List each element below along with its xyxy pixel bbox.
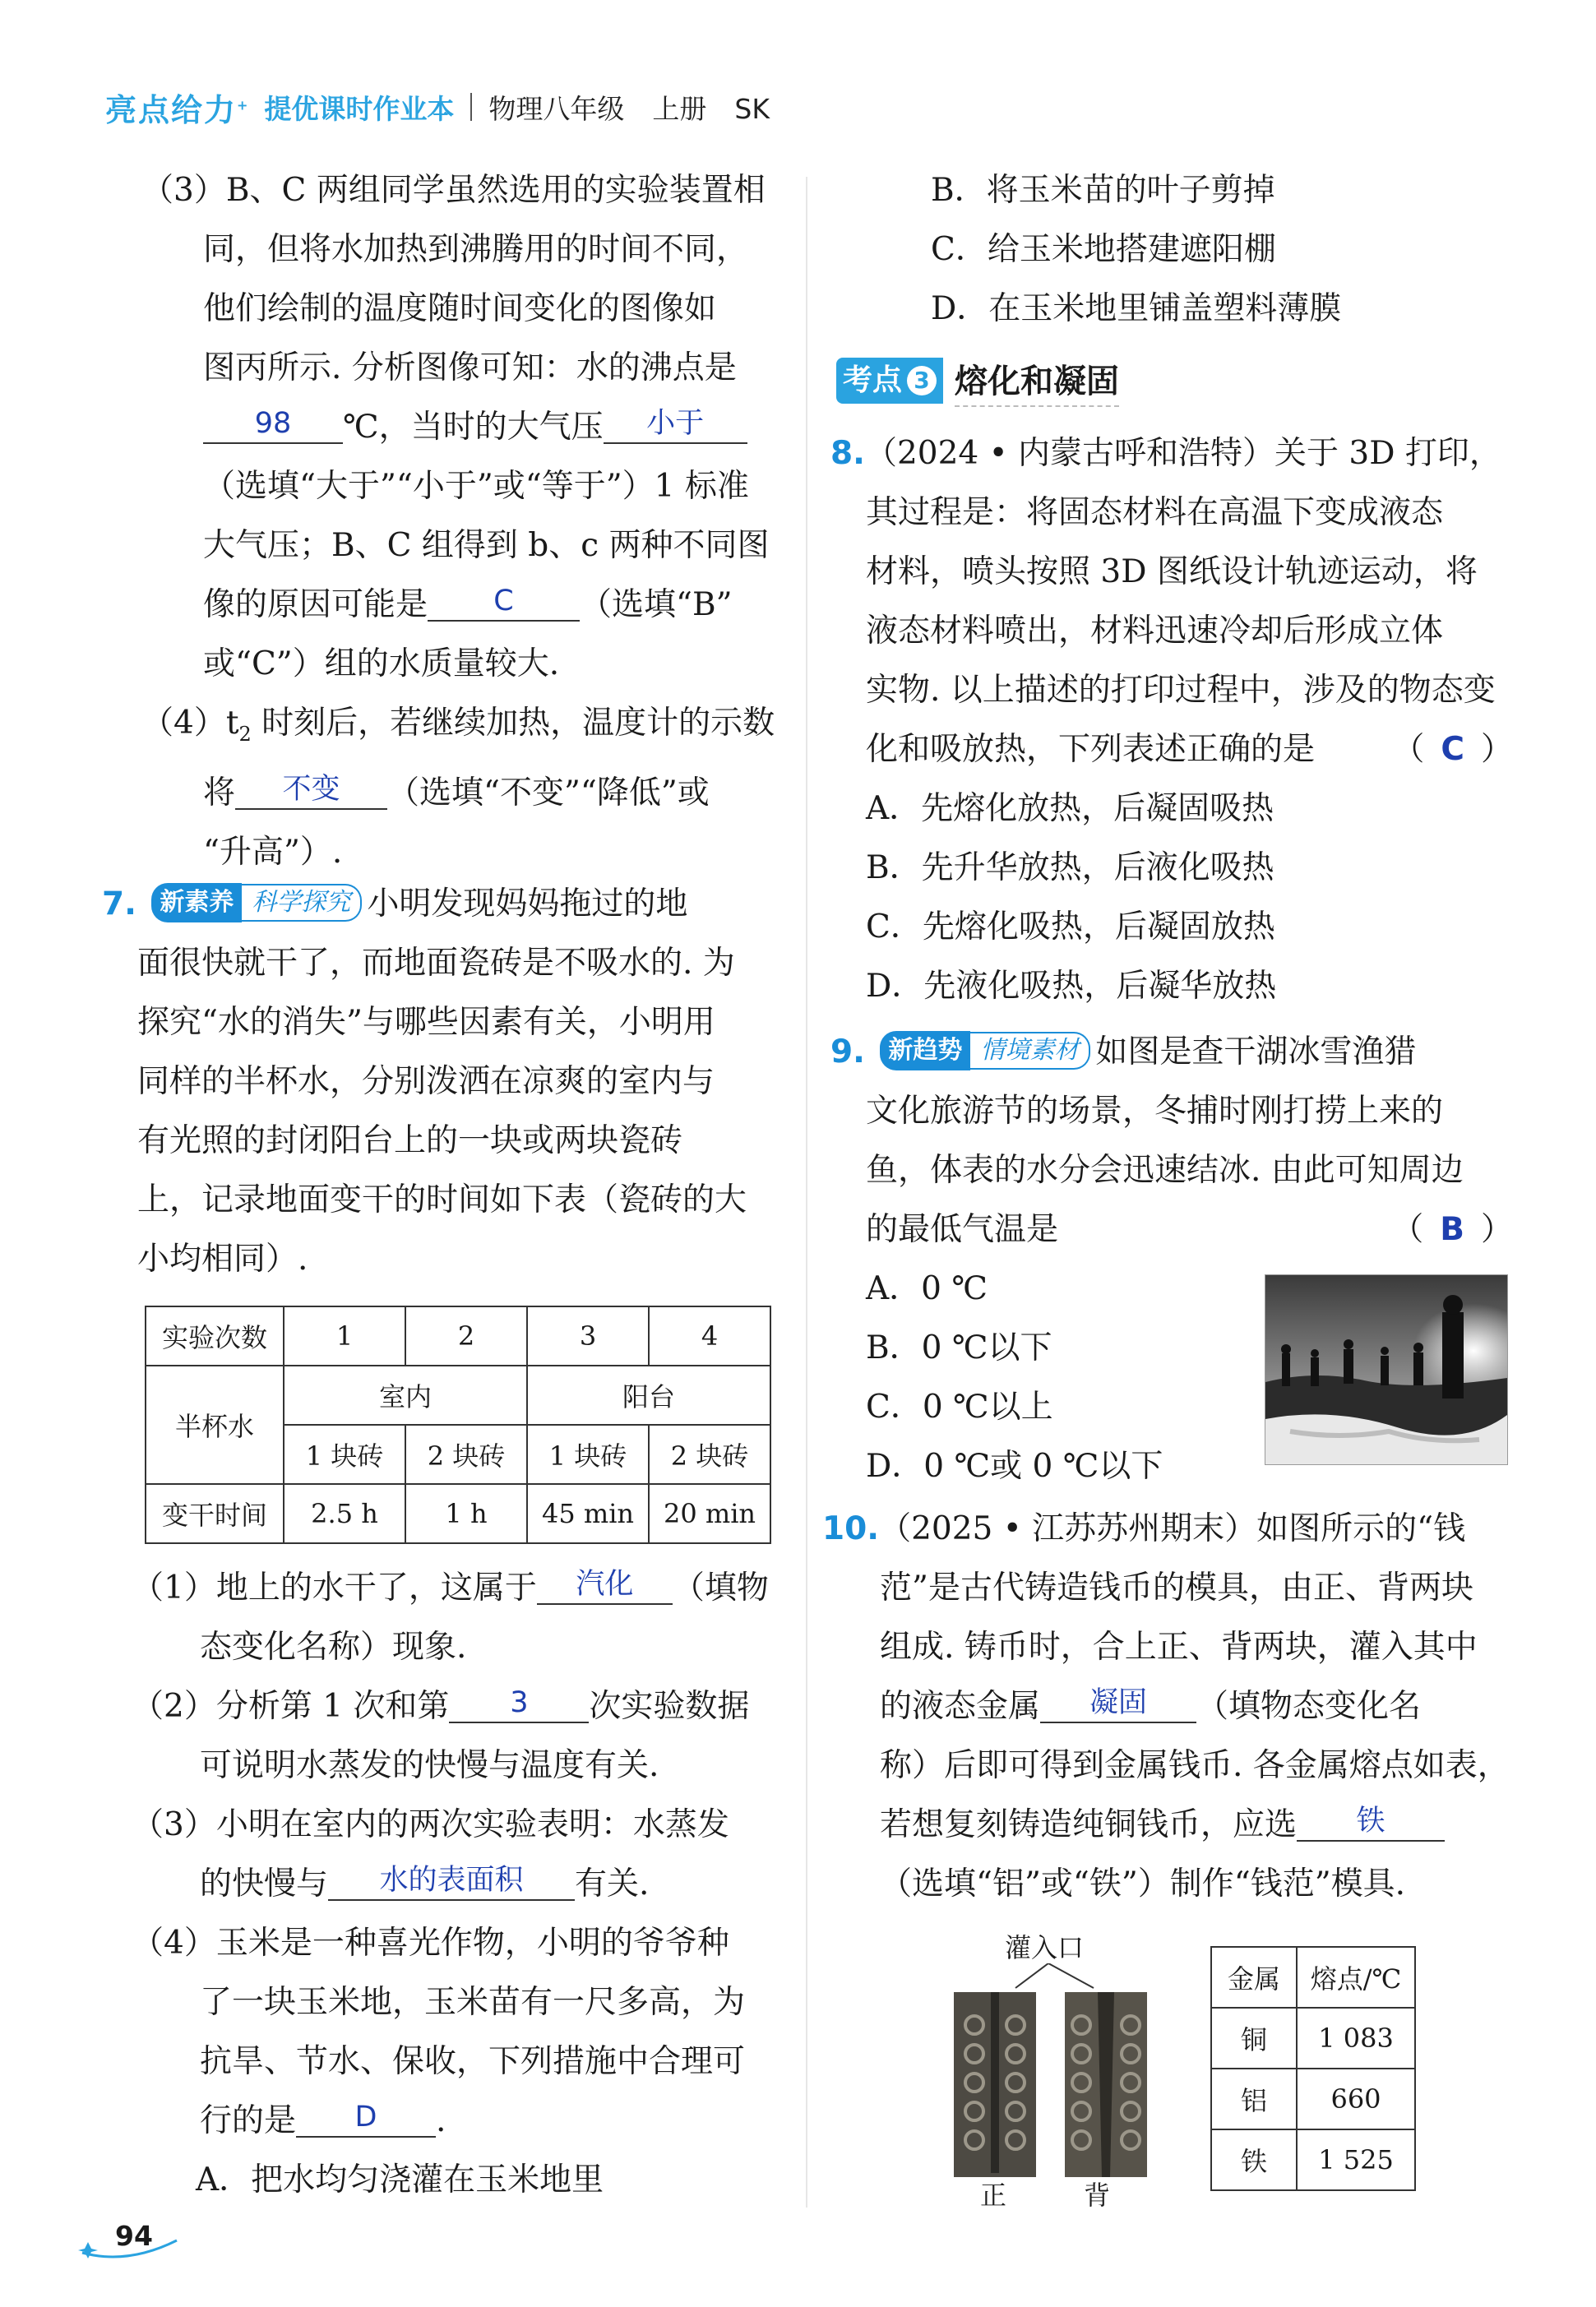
- tag-new-trend: 新趋势 情境素材: [880, 1031, 1090, 1070]
- q6-continued: （3）B、C 两组同学虽然选用的实验装置相 同，但将水加热到沸腾用的时间不同， 他们绘制的温度随时间变化的图像如 图丙所示. 分析图像可知：水的沸点是 98 ℃，当时的大气压 小于 （选填“大于”“小于”或“等于”）1 标准 大气压；B、C 组得到 b、c 两种不同图 像的原因可能是 C （选填“B” 或“C”）组的水质量较大. $(4)t_2$ 时刻后，若继续加热，温度计的示数 将 不变 （选填“不变”“降低”或 “升高”）.: [141, 172, 775, 871]
- page-header: [105, 82, 798, 132]
- brand-logo: 亮点给力+: [105, 91, 250, 128]
- question-number: 7.: [102, 885, 136, 922]
- question-number: 9.: [830, 1033, 865, 1070]
- answer-choice: C: [1441, 731, 1464, 768]
- table-row: 1 块砖 2 块砖 1 块砖 2 块砖: [146, 1425, 770, 1484]
- question-number: 8.: [830, 435, 865, 472]
- question-8: 8.（2024 • 内蒙古呼和浩特）关于 3D 打印， 其过程是：将固态材料在高温下变成液态 材料，喷头按照 3D 图纸设计轨迹运动，将 液态材料喷出，材料迅速冷却后形成立体 实物. 以上描述的打印过程中，涉及的物态变 化和吸放热，下列表述正确的是 （ C ） A．先熔化放热，后凝固吸热 B．先升华放热，后液化吸热 C．先熔化吸热，后凝固放热 D．先液化吸热，后凝华放热: [830, 435, 1513, 1005]
- answer-thermometer: 不变: [235, 770, 387, 810]
- series-title: 提优课时作业本: [264, 92, 455, 125]
- answer-trial: 3: [449, 1684, 589, 1723]
- question-7-parts: （1）地上的水干了，这属于 汽化 （填物 态变化名称）现象. （2）分析第 1 次和第 3 次实验数据 可说明水蒸发的快慢与温度有关. （3）小明在室内的两次实验表明：水蒸发 的快慢与 水的表面积 有关. （4）玉米是一种喜光作物，小明的爷爷种 了一块玉米地，玉米苗有一尺多高，为 抗旱、节水、保收，下列措施中合理可 行的是 D . A．把水均匀浇灌在玉米地里: [132, 1559, 769, 2210]
- table-row: 半杯水 室内 阳台: [146, 1366, 770, 1425]
- tag-new-literacy: 新素养 科学探究: [151, 883, 362, 922]
- q7-options-continued: B．将玉米苗的叶子剪掉 C．给玉米地搭建遮阳棚 D．在玉米地里铺盖塑料薄膜: [931, 172, 1342, 327]
- question-7: 7. 新素养 科学探究 小明发现妈妈拖过的地 面很快就干了，而地面瓷砖是不吸水的. 为 探究“水的消失”与哪些因素有关，小明用 同样的半杯水，分别泼洒在凉爽的室内与 有光照的封闭阳台上的一块或两块瓷砖 上，记录地面变干的时间如下表（瓷砖的大 小均相同）.: [102, 875, 747, 1289]
- answer-choice: B: [1440, 1211, 1464, 1248]
- column-divider: [806, 177, 807, 2208]
- question-10: 10.（2025 • 江苏苏州期末）如图所示的“钱 范”是古代铸造钱币的模具，由正、背两块 组成. 铸币时，合上正、背两块，灌入其中 的液态金属 凝固 （填物态变化名 称）后即可得到金属钱币. 各金属熔点如表， 若想复刻铸造纯铜钱币，应选 铁 （选填“铝”或“铁”）制作“钱范”模具.: [822, 1510, 1510, 1902]
- question-9: 9. 新趋势 情境素材 如图是查干湖冰雪渔猎 文化旅游节的场景，冬捕时刚打捞上来的 鱼，体表的水分会迅速结冰. 由此可知周边 的最低气温是 （ B ） A．0 ℃ B．0 ℃以下 C．0 ℃以上 D．0 ℃或 0 ℃以下: [830, 1023, 1513, 1496]
- experiment-table: [145, 1306, 771, 1544]
- page-number: 94: [115, 2220, 153, 2252]
- table-row: 实验次数 1 2 3 4: [146, 1306, 770, 1366]
- mold-inlet-label: 灌入口: [1005, 1932, 1085, 1963]
- answer-metal: 铁: [1297, 1802, 1445, 1842]
- table-row: 铜 1 083: [1211, 2008, 1415, 2069]
- table-row: 铝 660: [1211, 2069, 1415, 2129]
- answer-vaporization: 汽化: [537, 1565, 673, 1605]
- header-divider: [470, 93, 472, 121]
- answer-surface-area: 水的表面积: [328, 1861, 575, 1901]
- answer-measure: D: [296, 2098, 436, 2138]
- melting-point-table: [1210, 1946, 1416, 2191]
- section-badge: 考点 3: [836, 358, 943, 404]
- winter-fishing-photo: [1265, 1274, 1508, 1465]
- table-row: 金属 熔点/℃: [1211, 1947, 1415, 2008]
- question-number: 10.: [822, 1510, 880, 1547]
- answer-solidify: 凝固: [1040, 1684, 1196, 1723]
- answer-pressure: 小于: [604, 405, 747, 444]
- answer-group: C: [428, 582, 580, 622]
- answer-boiling-point: 98: [203, 405, 343, 444]
- section-title: 熔化和凝固: [955, 355, 1119, 407]
- table-row: 变干时间 2.5 h 1 h 45 min 20 min: [146, 1484, 770, 1543]
- mold-back-label: 背: [1084, 2180, 1111, 2211]
- coin-mold-image: [941, 1963, 1159, 2179]
- subject-info: 物理八年级 上册 SK: [488, 92, 770, 125]
- table-row: 铁 1 525: [1211, 2129, 1415, 2190]
- section-heading: [836, 355, 1119, 406]
- mold-front-label: 正: [980, 2180, 1007, 2211]
